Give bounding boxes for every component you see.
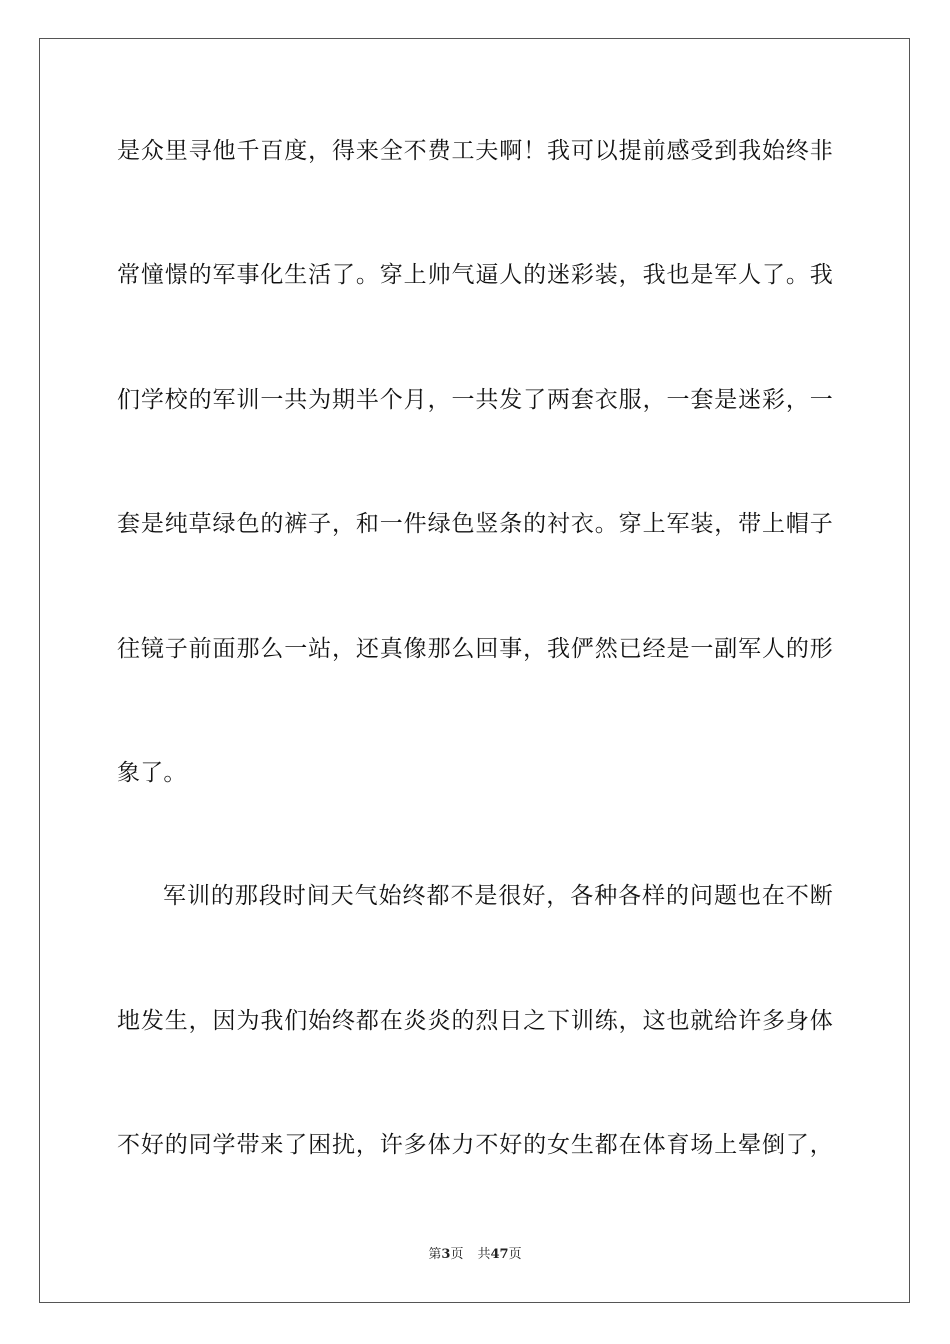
page-number: 3 (441, 1247, 451, 1262)
page-prefix: 第 (428, 1247, 442, 1262)
text-line: 是众里寻他千百度，得来全不费工夫啊！我可以提前感受到我始终非 (117, 138, 833, 164)
text-line: 套是纯草绿色的裤子，和一件绿色竖条的衬衣。穿上军装，带上帽子 (117, 511, 833, 537)
total-suffix: 页 (508, 1247, 522, 1262)
text-line: 们学校的军训一共为期半个月，一共发了两套衣服，一套是迷彩，一 (117, 387, 833, 413)
paragraph-first-line: 军训的那段时间天气始终都不是很好，各种各样的问题也在不断 (163, 883, 833, 909)
total-pages: 47 (490, 1247, 509, 1262)
text-line: 往镜子前面那么一站，还真像那么回事，我俨然已经是一副军人的形 (117, 636, 833, 662)
total-prefix: 共 (477, 1247, 491, 1262)
page-footer (0, 1246, 950, 1264)
text-line: 不好的同学带来了困扰，许多体力不好的女生都在体育场上晕倒了， (117, 1132, 833, 1158)
text-line: 常憧憬的军事化生活了。穿上帅气逼人的迷彩装，我也是军人了。我 (117, 262, 833, 288)
page-border (39, 38, 910, 1303)
text-line: 象了。 (117, 760, 187, 786)
page-suffix: 页 (450, 1247, 464, 1262)
text-line: 地发生，因为我们始终都在炎炎的烈日之下训练，这也就给许多身体 (117, 1008, 833, 1034)
